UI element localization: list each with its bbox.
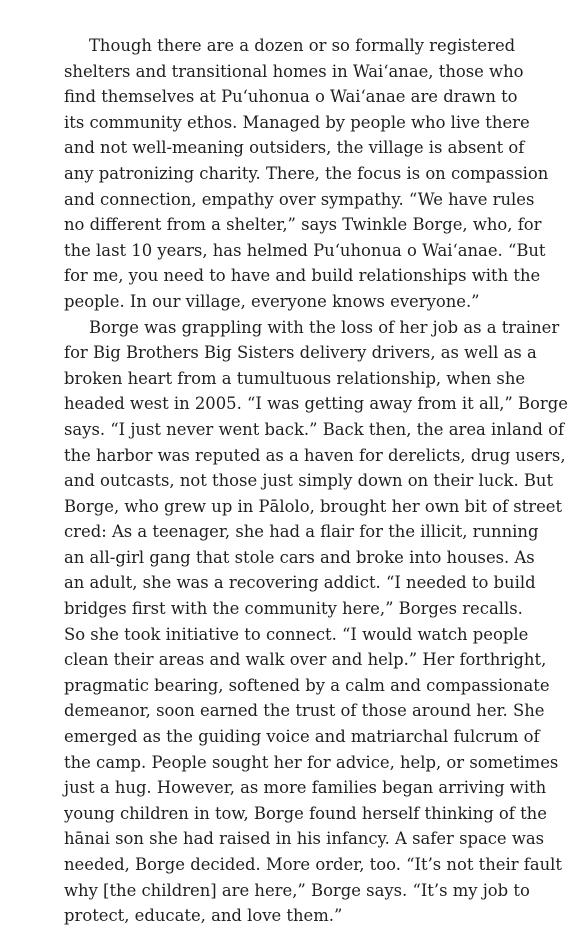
text-line: So she took initiative to connect. “I would watch people bbox=[64, 624, 529, 644]
text-line: Borge, who grew up in Pālolo, brought her own bit of street bbox=[64, 496, 563, 516]
text-line: broken heart from a tumultuous relationship, when she bbox=[64, 368, 526, 388]
text-line: any patronizing charity. There, the focus is on compassion bbox=[64, 163, 549, 183]
text-line: needed, Borge decided. More order, too. “It’s not their fault bbox=[64, 855, 562, 874]
text-line: the camp. People sought her for advice, help, or sometimes bbox=[64, 752, 559, 772]
text-line: just a hug. However, as more families began arriving with bbox=[64, 778, 547, 798]
text-line: its community ethos. Managed by people who live there bbox=[64, 112, 530, 132]
text-line: says. “I just never went back.” Back then, the area inland of bbox=[64, 419, 565, 439]
text-line: and outcasts, not those just simply down on their luck. But bbox=[64, 471, 554, 491]
text-line: for me, you need to have and build relationships with the bbox=[64, 266, 541, 286]
text-line: an adult, she was a recovering addict. “I needed to build bbox=[64, 573, 536, 593]
text-line: Though there are a dozen or so formally registered bbox=[89, 36, 516, 55]
text-line: shelters and transitional homes in Waiʻanae, those who bbox=[64, 61, 524, 81]
text-line: young children in tow, Borge found herself thinking of the bbox=[64, 803, 547, 823]
text-line: headed west in 2005. “I was getting away from it all,” Borge bbox=[64, 394, 568, 414]
paragraph-1 bbox=[64, 33, 564, 315]
paragraph-2 bbox=[64, 315, 568, 929]
text-line: hānai son she had raised in his infancy. A safer space was bbox=[64, 829, 545, 849]
text-line: no different from a shelter,” says Twinkle Borge, who, for bbox=[64, 215, 542, 235]
text-line: demeanor, soon earned the trust of those around her. She bbox=[64, 701, 545, 721]
text-line: pragmatic bearing, softened by a calm and compassionate bbox=[64, 675, 550, 695]
text-line: clean their areas and walk over and help.” Her forthright, bbox=[64, 650, 547, 670]
text-line: an all-girl gang that stole cars and broke into houses. As bbox=[64, 547, 535, 567]
text-line: cred: As a teenager, she had a flair for the illicit, running bbox=[64, 522, 539, 542]
text-line: emerged as the guiding voice and matriarchal fulcrum of bbox=[64, 727, 540, 747]
text-line: for Big Brothers Big Sisters delivery drivers, as well as a bbox=[64, 343, 537, 363]
text-line: find themselves at Puʻuhonua o Waiʻanae are drawn to bbox=[64, 87, 518, 107]
text-line: protect, educate, and love them.” bbox=[64, 906, 343, 926]
text-line: Borge was grappling with the loss of her job as a trainer bbox=[89, 317, 560, 337]
text-line: the last 10 years, has helmed Puʻuhonua o Waiʻanae. “But bbox=[64, 240, 546, 260]
text-line: and connection, empathy over sympathy. “We have rules bbox=[64, 189, 535, 209]
text-line: bridges first with the community here,” Borges recalls. bbox=[64, 599, 523, 619]
text-line: why [the children] are here,” Borge says. “It’s my job to bbox=[64, 880, 530, 900]
text-line: people. In our village, everyone knows everyone.” bbox=[64, 291, 480, 311]
text-line: the harbor was reputed as a haven for derelicts, drug users, bbox=[64, 445, 566, 465]
text-line: and not well-meaning outsiders, the village is absent of bbox=[64, 138, 525, 158]
